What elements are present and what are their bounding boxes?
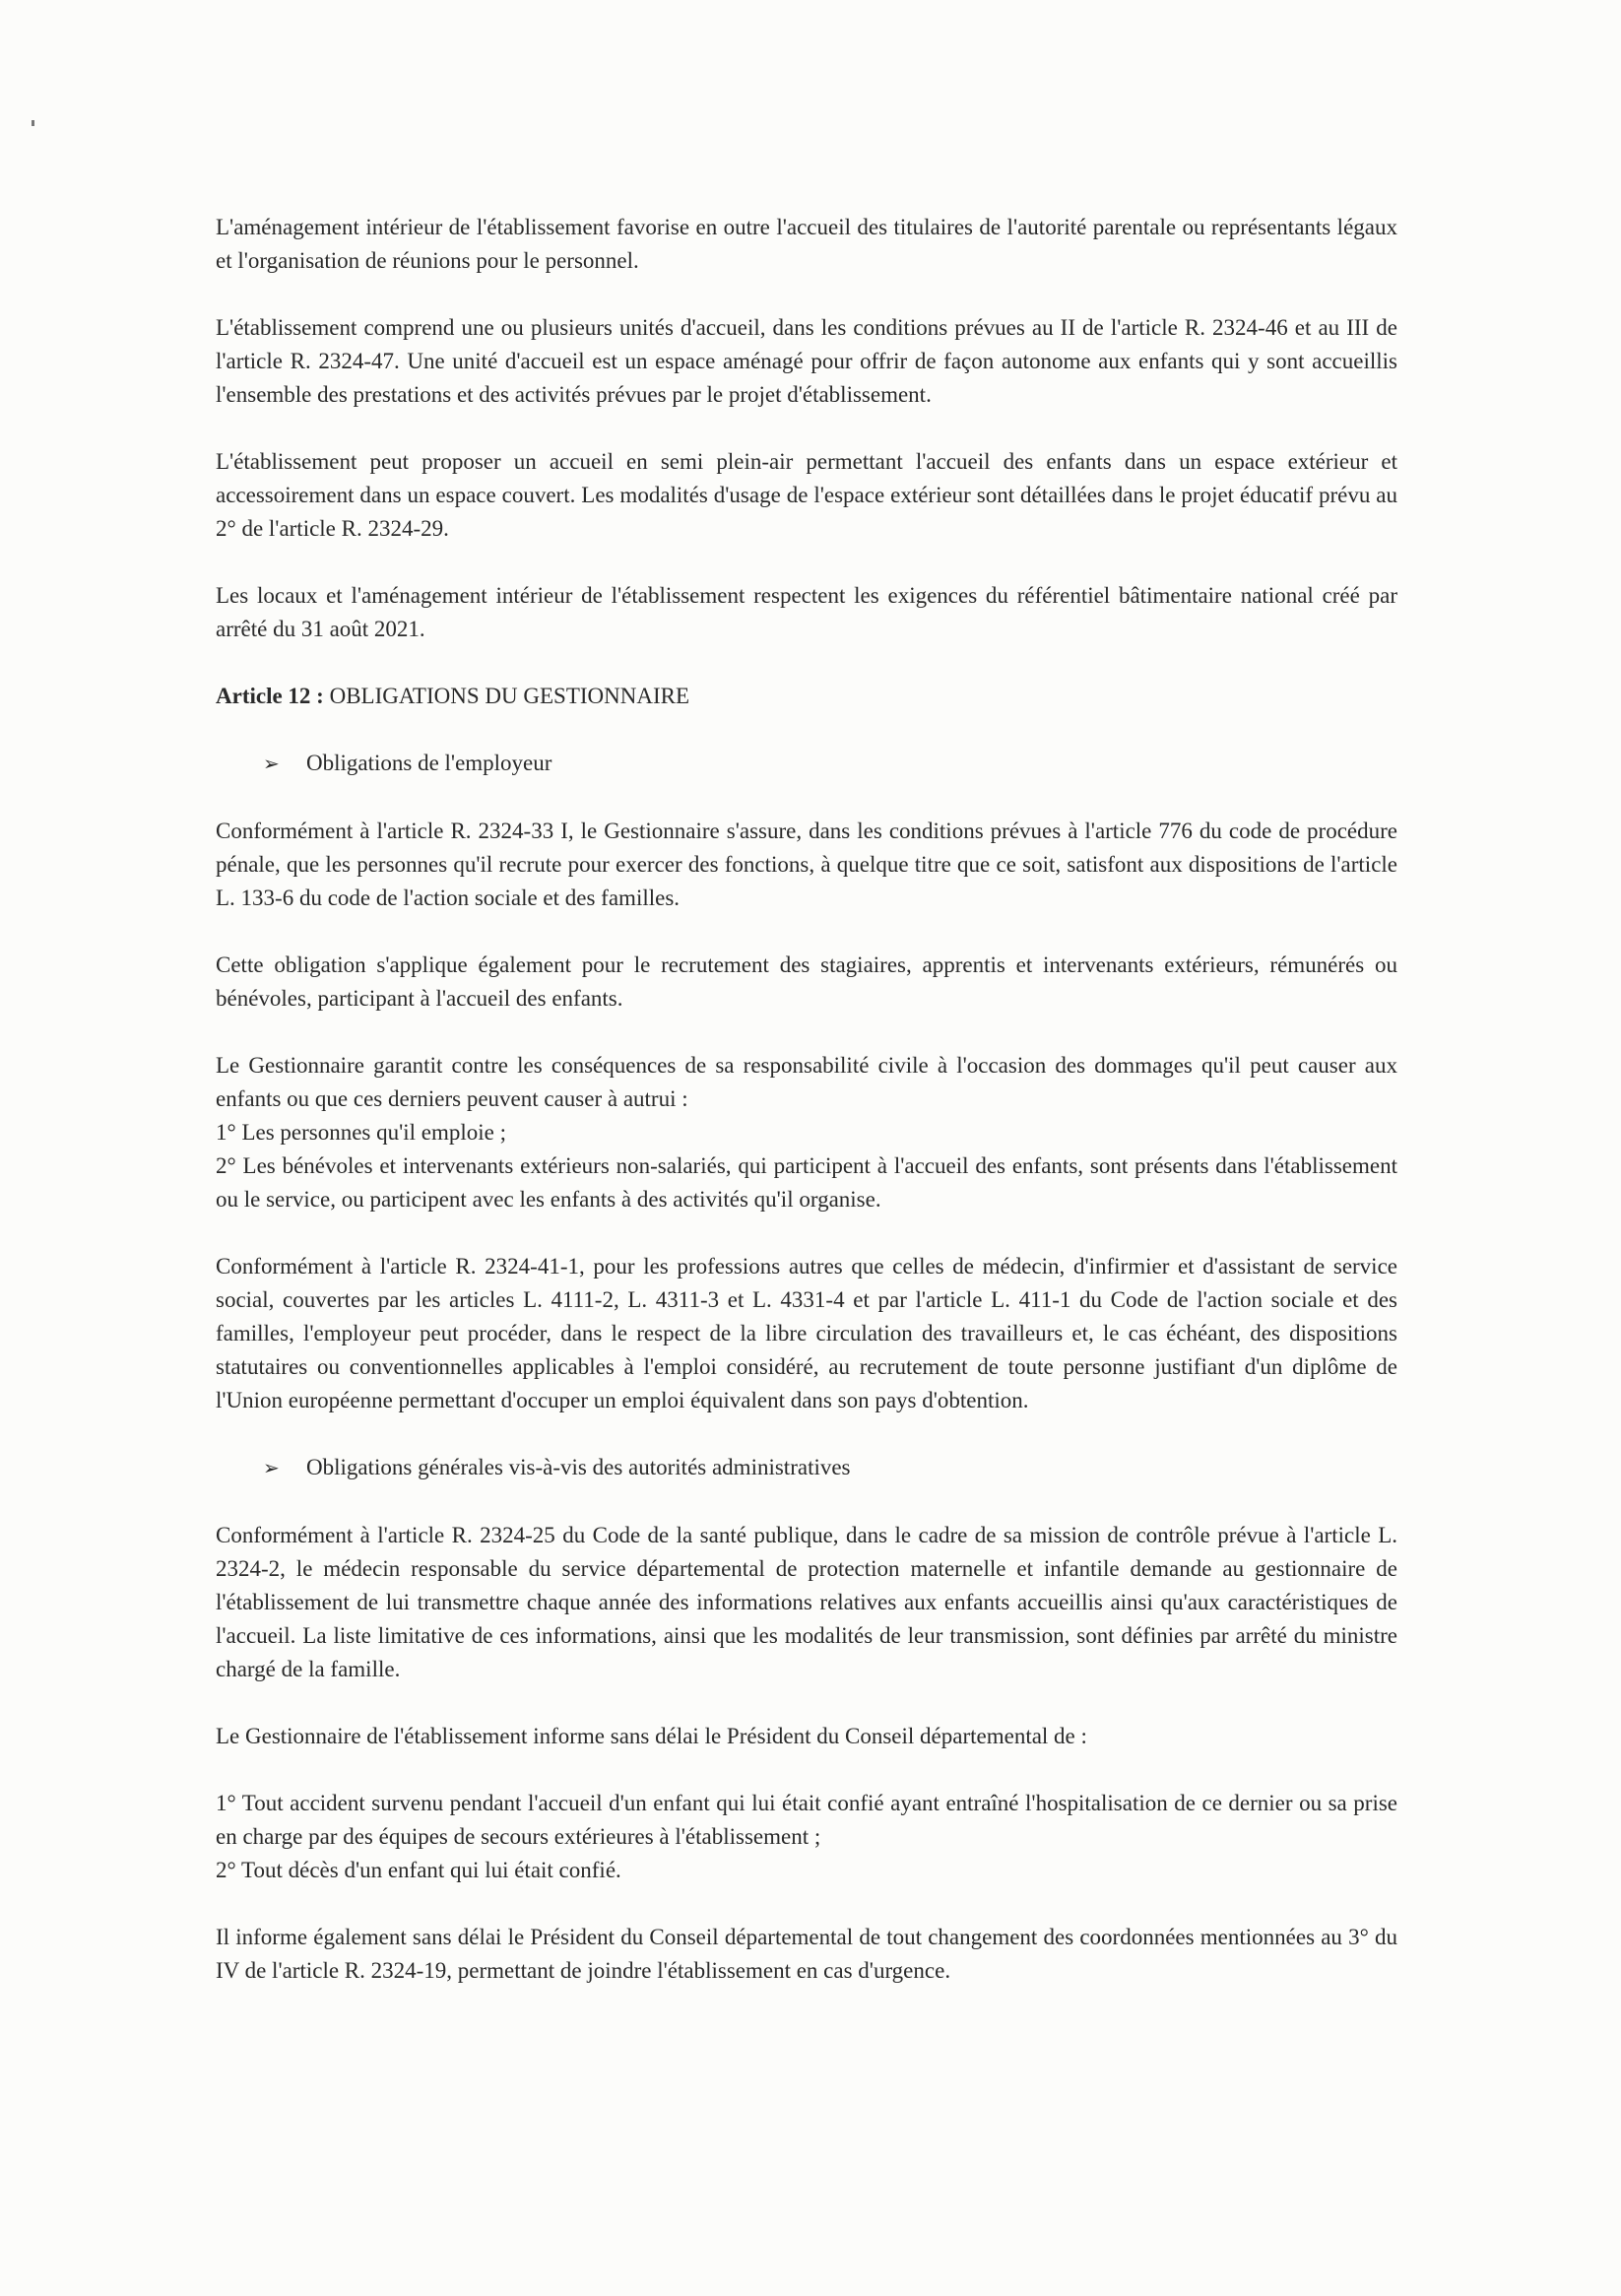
paragraph-annual-information: Conformément à l'article R. 2324-25 du Code de la santé publique, dans le cadre de sa mission de contrôle prévue à l'article L. 2324-2, le médecin responsable du service départemental de protection maternelle et infantile demande au gestionnaire de l'établissement de lui transmettre chaque année des informations relatives aux enfants accueillis ainsi qu'aux caractéristiques de l'accueil. La liste limitative de ces informations, ainsi que les modalités de leur transmission, sont définies par arrêté du ministre chargé de la famille.	[216, 1523, 1397, 1681]
paragraph-interior-layout: L'aménagement intérieur de l'établissement favorise en outre l'accueil des titulaires de l'autorité parentale ou représentants légaux et l'organisation de réunions pour le personnel.	[216, 215, 1397, 273]
arrow-bullet-icon: ➢	[263, 754, 280, 775]
section-heading-label: Obligations de l'employeur	[306, 751, 552, 775]
paragraph-eu-diploma: Conformément à l'article R. 2324-41-1, pour les professions autres que celles de médecin, d'infirmier et d'assistant de service social, couvertes par les articles L. 4111-2, L. 4311-3 et L. 4331-4 et par l'article L. 411-1 du Code de l'action sociale et des familles, l'employeur peut procéder, dans le respect de la libre circulation des travailleurs et, le cas échéant, des dispositions statutaires ou conventionnelles applicables à l'emploi considéré, au recrutement de toute personne justifiant d'un diplôme de l'Union européenne permettant d'occuper un emploi équivalent dans son pays d'obtention.	[216, 1254, 1397, 1412]
liability-item-2: 2° Les bénévoles et intervenants extérieurs non-salariés, qui participent à l'accueil des enfants, sont présents dans l'établissement ou le service, ou participent avec les enfants à des activités qu'il organise.	[216, 1153, 1397, 1212]
liability-item-1: 1° Les personnes qu'il emploie ;	[216, 1120, 507, 1145]
incident-item-1: 1° Tout accident survenu pendant l'accueil d'un enfant qui lui était confié ayant entraîné l'hospitalisation de ce dernier ou sa prise en charge par des équipes de secours extérieures à l'établissement ;	[216, 1791, 1397, 1849]
paragraph-interns-volunteers: Cette obligation s'applique également pour le recrutement des stagiaires, apprentis et intervenants extérieurs, rémunérés ou bénévoles, participant à l'accueil des enfants.	[216, 952, 1397, 1011]
article-title: OBLIGATIONS DU GESTIONNAIRE	[323, 684, 690, 708]
paragraph-incident-list	[216, 1787, 1397, 1887]
paragraph-recruitment-check: Conformément à l'article R. 2324-33 I, le Gestionnaire s'assure, dans les conditions prévues à l'article 776 du code de procédure pénale, que les personnes qu'il recrute pour exercer des fonctions, à quelque titre que ce soit, satisfont aux dispositions de l'article L. 133-6 du code de l'action sociale et des familles.	[216, 819, 1397, 910]
arrow-bullet-icon: ➢	[263, 1458, 280, 1479]
paragraph-premises-standards: Les locaux et l'aménagement intérieur de l'établissement respectent les exigences du référentiel bâtimentaire national créé par arrêté du 31 août 2021.	[216, 583, 1397, 641]
article-heading	[216, 680, 1397, 713]
section-heading-employer	[216, 747, 1397, 781]
scan-speck	[32, 120, 34, 126]
paragraph-semi-open-air: L'établissement peut proposer un accueil en semi plein-air permettant l'accueil des enfants dans un espace extérieur et accessoirement dans un espace couvert. Les modalités d'usage de l'espace extérieur sont détaillées dans le projet éducatif prévu au 2° de l'article R. 2324-29.	[216, 449, 1397, 541]
liability-intro: Le Gestionnaire garantit contre les conséquences de sa responsabilité civile à l'occasion des dommages qu'il peut causer aux enfants ou que ces derniers peuvent causer à autrui :	[216, 1053, 1397, 1111]
article-number: Article 12 :	[216, 684, 324, 708]
paragraph-inform-president: Le Gestionnaire de l'établissement informe sans délai le Président du Conseil départemental de :	[216, 1724, 1087, 1748]
paragraph-reception-units: L'établissement comprend une ou plusieurs unités d'accueil, dans les conditions prévues au II de l'article R. 2324-46 et au III de l'article R. 2324-47. Une unité d'accueil est un espace aménagé pour offrir de façon autonome aux enfants qui y sont accueillis l'ensemble des prestations et des activités prévues par le projet d'établissement.	[216, 315, 1397, 407]
incident-item-2: 2° Tout décès d'un enfant qui lui était confié.	[216, 1858, 621, 1882]
paragraph-civil-liability	[216, 1049, 1397, 1216]
document-body	[216, 211, 1397, 2021]
section-heading-authorities	[216, 1451, 1397, 1485]
paragraph-contact-change: Il informe également sans délai le Président du Conseil départemental de tout changement des coordonnées mentionnées au 3° du IV de l'article R. 2324-19, permettant de joindre l'établissement en cas d'urgence.	[216, 1925, 1397, 1983]
section-heading-label: Obligations générales vis-à-vis des autorités administratives	[306, 1455, 851, 1479]
